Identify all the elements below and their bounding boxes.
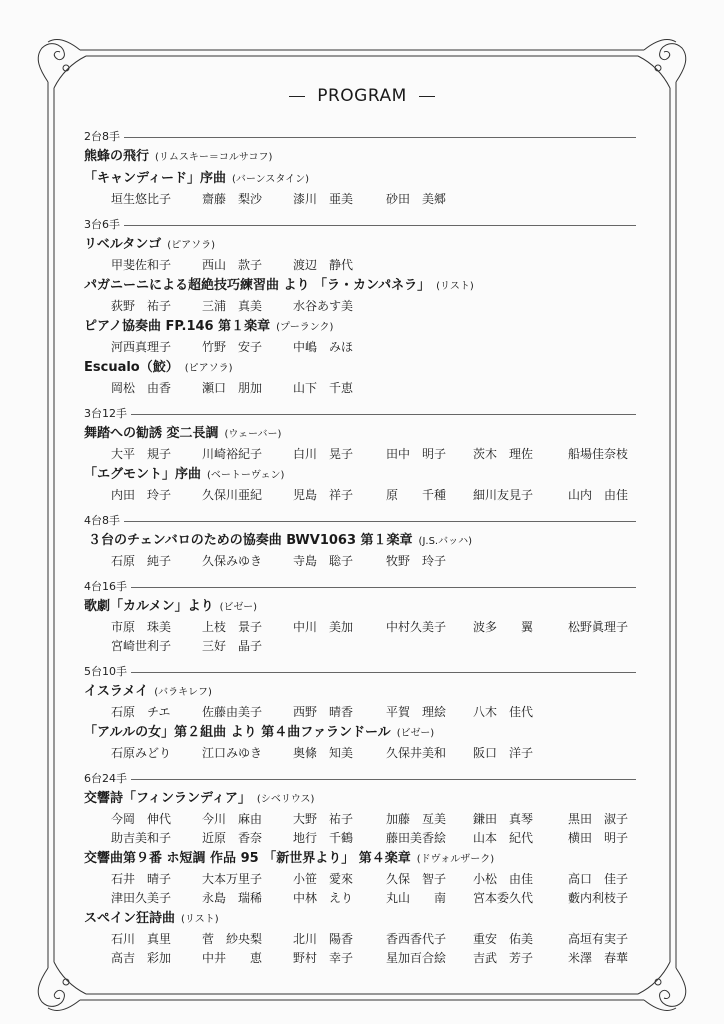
composer-name: (J.S.バッハ) — [418, 536, 473, 547]
performer-name: 石井 晴子 — [111, 872, 172, 886]
performer-name: 助吉美和子 — [111, 831, 172, 845]
performer-name: 高口 佳子 — [568, 872, 629, 886]
performer-row — [84, 444, 636, 463]
performer-name: 山内 由佳 — [568, 488, 629, 502]
piece-title-text: スペイン狂詩曲 — [84, 911, 176, 926]
performer-name: 児島 祥子 — [293, 488, 354, 502]
section-label: 3台6手 — [84, 218, 120, 231]
piece-title-text: 交響曲第９番 ホ短調 作品 95 「新世界より」 第４楽章 — [84, 851, 411, 866]
performer-name: 今川 麻由 — [202, 812, 263, 826]
performer-row — [84, 888, 636, 907]
piece-title-text: ３台のチェンバロのための協奏曲 BWV1063 第１楽章 — [88, 533, 413, 548]
performer-name: 三好 晶子 — [202, 639, 263, 653]
performer-name: 三浦 真美 — [202, 299, 263, 313]
section-divider — [124, 137, 636, 138]
piece-title-text: パガニーニによる超絶技巧練習曲 より 「ラ・カンパネラ」 — [84, 278, 431, 293]
performer-name: 重安 佑美 — [473, 932, 534, 946]
performer-name: 加藤 亙美 — [386, 812, 447, 826]
composer-name: (リスト) — [436, 281, 474, 292]
piece-title — [84, 357, 636, 378]
performer-name: 菅 紗央梨 — [202, 932, 263, 946]
composer-name: (リスト) — [181, 914, 219, 925]
piece-title-text: イスラメイ — [84, 684, 149, 699]
performer-name: 平賀 理絵 — [386, 705, 447, 719]
performer-name: 大平 規子 — [111, 447, 172, 461]
performer-name: 地行 千鶴 — [293, 831, 354, 845]
performer-name: 永島 瑞稀 — [202, 891, 263, 905]
performer-name: 竹野 安子 — [202, 340, 263, 354]
piece-title-text: Escualo（鮫） — [84, 360, 179, 375]
performer-name: 田中 明子 — [386, 447, 447, 461]
performer-name: 松野眞理子 — [568, 620, 629, 634]
performer-name: 白川 晃子 — [293, 447, 354, 461]
performer-name: 中嶋 みほ — [293, 340, 354, 354]
title-text: PROGRAM — [317, 86, 407, 106]
performer-name: 佐藤由美子 — [202, 705, 263, 719]
section-label: 4台8手 — [84, 514, 120, 527]
title-dash-right — [419, 96, 435, 97]
performer-name: 石原みどり — [111, 746, 172, 760]
performer-name: 八木 佳代 — [473, 705, 534, 719]
composer-name: (プーランク) — [276, 322, 334, 333]
performer-name: 大野 祐子 — [293, 812, 354, 826]
performer-row — [84, 551, 636, 570]
performer-name: 河西真理子 — [111, 340, 172, 354]
piece-title — [84, 464, 636, 485]
performer-name: 丸山 南 — [386, 891, 447, 905]
section-divider — [124, 225, 636, 226]
performer-name: 小笹 愛來 — [293, 872, 354, 886]
section-label: 4台16手 — [84, 580, 127, 593]
performer-name: 石原 チエ — [111, 705, 171, 719]
performer-name: 山本 紀代 — [473, 831, 534, 845]
performer-name: 津田久美子 — [111, 891, 172, 905]
section-header — [84, 511, 636, 529]
section-header — [84, 127, 636, 145]
section-divider — [124, 521, 636, 522]
performer-name: 寺島 聡子 — [293, 554, 354, 568]
performer-name: 中林 えり — [293, 891, 354, 905]
performer-row — [84, 828, 636, 847]
section-divider — [131, 587, 636, 588]
performer-name: 野村 幸子 — [293, 951, 354, 965]
performer-name: 原 千種 — [386, 488, 447, 502]
performer-name: 宮本委久代 — [473, 891, 534, 905]
piece-title — [84, 234, 636, 255]
piece-title-text: リベルタンゴ — [84, 237, 162, 252]
piece-title-text: 歌劇「カルメン」より — [84, 599, 214, 614]
composer-name: (ピアソラ) — [167, 240, 216, 251]
performer-name: 吉武 芳子 — [473, 951, 534, 965]
piece-title — [84, 848, 636, 869]
performer-name: 細川友見子 — [473, 488, 534, 502]
performer-name: 久保みゆき — [202, 554, 263, 568]
performer-row — [84, 809, 636, 828]
performer-row — [84, 636, 636, 655]
performer-name: 瀬口 朋加 — [202, 381, 263, 395]
performer-row — [84, 702, 636, 721]
piece-title — [84, 681, 636, 702]
piece-title-text: 「エグモント」序曲 — [84, 467, 202, 482]
performer-name: 波多 翼 — [473, 620, 534, 634]
performer-name: 齋藤 梨沙 — [202, 192, 263, 206]
piece-title-text: 熊蜂の飛行 — [84, 149, 150, 164]
composer-name: (ビゼー) — [396, 728, 435, 739]
performer-row — [84, 617, 636, 636]
section-header — [84, 404, 636, 422]
section-header — [84, 769, 636, 787]
piece-title — [84, 275, 636, 296]
performer-name: 甲斐佐和子 — [111, 258, 172, 272]
section-divider — [131, 672, 636, 673]
performer-name: 香西香代子 — [386, 932, 447, 946]
performer-name: 小松 由佳 — [473, 872, 534, 886]
performer-name: 牧野 玲子 — [386, 554, 447, 568]
performer-name: 高垣有実子 — [568, 932, 629, 946]
piece-title-text: 「アルルの女」第２組曲 より 第４曲ファランドール — [84, 725, 391, 740]
section-divider — [131, 414, 636, 415]
performer-name: 米澤 春華 — [568, 951, 629, 965]
performer-name: 市原 珠美 — [111, 620, 172, 634]
performer-name: 西野 晴香 — [293, 705, 354, 719]
section-header — [84, 215, 636, 233]
performer-row — [84, 296, 636, 315]
performer-row — [84, 485, 636, 504]
performer-name: 鎌田 真琴 — [473, 812, 534, 826]
piece-title — [84, 530, 636, 551]
piece-title-text: 「キャンディード」序曲 — [84, 171, 226, 186]
performer-row — [84, 869, 636, 888]
performer-name: 内田 玲子 — [111, 488, 172, 502]
performer-name: 今岡 伸代 — [111, 812, 172, 826]
composer-name: (シベリウス) — [256, 794, 315, 805]
section-header — [84, 662, 636, 680]
performer-name: 中川 美加 — [293, 620, 354, 634]
performer-name: 久保井美和 — [386, 746, 447, 760]
performer-name: 大本万里子 — [202, 872, 263, 886]
piece-title-text: 舞踏への勧誘 変二長調 — [84, 426, 219, 441]
performer-row — [84, 189, 636, 208]
performer-name: 石原 純子 — [111, 554, 172, 568]
performer-row — [84, 378, 636, 397]
performer-name: 藤田美香絵 — [386, 831, 447, 845]
section-label: 2台8手 — [84, 130, 120, 143]
performer-name: 水谷あす美 — [293, 299, 354, 313]
performer-name: 石川 真里 — [111, 932, 172, 946]
performer-name: 川崎裕紀子 — [202, 447, 263, 461]
performer-name: 垣生悠比子 — [111, 192, 172, 206]
performer-name: 江口みゆき — [202, 746, 263, 760]
composer-name: (リムスキー＝コルサコフ) — [155, 152, 273, 163]
piece-title — [84, 316, 636, 337]
piece-title — [84, 168, 636, 189]
performer-name: 久保川亜紀 — [202, 488, 263, 502]
piece-title — [84, 788, 636, 809]
performer-name: 砂田 美郷 — [386, 192, 447, 206]
composer-name: (ビゼー) — [219, 602, 258, 613]
performer-name: 茨木 理佐 — [473, 447, 534, 461]
performer-row — [84, 743, 636, 762]
composer-name: (ドヴォルザーク) — [416, 854, 495, 865]
section-label: 3台12手 — [84, 407, 127, 420]
performer-row — [84, 948, 636, 967]
performer-name: 藪内利枝子 — [568, 891, 629, 905]
section-label: 6台24手 — [84, 772, 127, 785]
composer-name: (ウェーバー) — [224, 429, 282, 440]
performer-name: 高吉 彩加 — [111, 951, 172, 965]
piece-title — [84, 722, 636, 743]
piece-title — [84, 423, 636, 444]
performer-name: 上枝 景子 — [202, 620, 263, 634]
performer-name: 漆川 亜美 — [293, 192, 354, 206]
performer-name: 黒田 淑子 — [568, 812, 629, 826]
composer-name: (バラキレフ) — [154, 687, 212, 698]
performer-row — [84, 255, 636, 274]
performer-name: 奥條 知美 — [293, 746, 354, 760]
piece-title — [84, 908, 636, 929]
performer-name: 中井 恵 — [202, 951, 263, 965]
performer-name: 山下 千恵 — [293, 381, 354, 395]
composer-name: (ベートーヴェン) — [207, 470, 285, 481]
performer-name: 久保 智子 — [386, 872, 447, 886]
performer-name: 宮崎世利子 — [111, 639, 172, 653]
performer-name: 船場佳奈枝 — [568, 447, 629, 461]
performer-name: 荻野 祐子 — [111, 299, 172, 313]
piece-title — [84, 596, 636, 617]
composer-name: (バーンスタイン) — [231, 174, 310, 185]
composer-name: (ピアソラ) — [184, 363, 233, 374]
performer-name: 渡辺 静代 — [293, 258, 354, 272]
section-label: 5台10手 — [84, 665, 127, 678]
piece-title — [84, 146, 636, 167]
performer-name: 星加百合絵 — [386, 951, 447, 965]
performer-name: 横田 明子 — [568, 831, 629, 845]
performer-row — [84, 929, 636, 948]
program-list — [84, 120, 636, 967]
section-divider — [131, 779, 636, 780]
performer-name: 北川 陽香 — [293, 932, 354, 946]
performer-name: 近原 香奈 — [202, 831, 263, 845]
performer-name: 西山 款子 — [202, 258, 263, 272]
title-dash-left — [289, 96, 305, 97]
performer-name: 中村久美子 — [386, 620, 447, 634]
performer-row — [84, 337, 636, 356]
performer-name: 阪口 洋子 — [473, 746, 534, 760]
section-header — [84, 577, 636, 595]
piece-title-text: 交響詩「フィンランディア」 — [84, 791, 251, 806]
performer-name: 岡松 由香 — [111, 381, 172, 395]
page-title — [0, 86, 724, 106]
piece-title-text: ピアノ協奏曲 FP.146 第１楽章 — [84, 319, 271, 334]
